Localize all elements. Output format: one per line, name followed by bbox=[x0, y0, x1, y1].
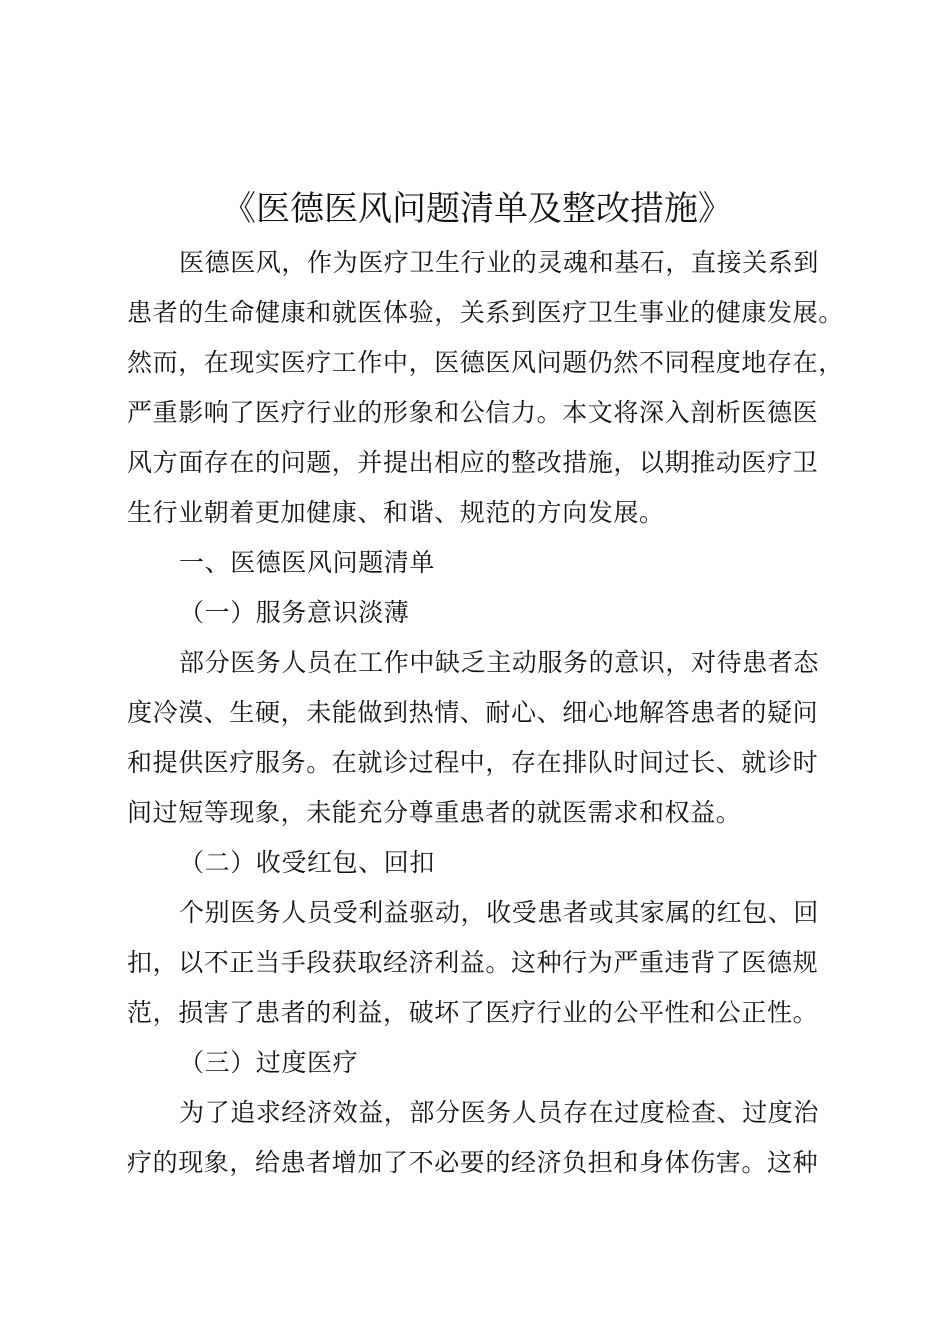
paragraph-line: 为了追求经济效益，部分医务人员存在过度检查、过度治 bbox=[179, 1098, 820, 1127]
paragraph-line: 风方面存在的问题，并提出相应的整改措施，以期推动医疗卫 bbox=[127, 448, 819, 477]
paragraph-line: 间过短等现象，未能充分尊重患者的就医需求和权益。 bbox=[127, 798, 742, 827]
paragraph-line: 患者的生命健康和就医体验，关系到医疗卫生事业的健康发展。 bbox=[127, 298, 844, 327]
paragraph-line: 严重影响了医疗行业的形象和公信力。本文将深入剖析医德医 bbox=[127, 398, 819, 427]
document-page bbox=[127, 180, 844, 1188]
paragraph-line: 疗的现象，给患者增加了不必要的经济负担和身体伤害。这种 bbox=[127, 1148, 819, 1177]
paragraph-line: 范，损害了患者的利益，破坏了医疗行业的公平性和公正性。 bbox=[127, 998, 819, 1027]
paragraph-line: 个别医务人员受利益驱动，收受患者或其家属的红包、回 bbox=[179, 898, 820, 927]
subsection-heading: （二）收受红包、回扣 bbox=[179, 848, 436, 877]
paragraph-line: 度冷漠、生硬，未能做到热情、耐心、细心地解答患者的疑问 bbox=[127, 698, 819, 727]
paragraph-line: 生行业朝着更加健康、和谐、规范的方向发展。 bbox=[127, 498, 665, 527]
subsection-heading: （一）服务意识淡薄 bbox=[179, 598, 410, 627]
paragraph-line: 医德医风，作为医疗卫生行业的灵魂和基石，直接关系到 bbox=[179, 248, 820, 277]
subsection-heading: （三）过度医疗 bbox=[179, 1048, 359, 1077]
section-heading: 一、医德医风问题清单 bbox=[179, 548, 436, 577]
document-title: 《医德医风问题清单及整改措施》 bbox=[222, 189, 732, 229]
paragraph-line: 和提供医疗服务。在就诊过程中，存在排队时间过长、就诊时 bbox=[127, 748, 819, 777]
paragraph-line: 然而，在现实医疗工作中，医德医风问题仍然不同程度地存在， bbox=[127, 348, 844, 377]
paragraph-line: 部分医务人员在工作中缺乏主动服务的意识，对待患者态 bbox=[179, 648, 820, 677]
paragraph-line: 扣，以不正当手段获取经济利益。这种行为严重违背了医德规 bbox=[127, 948, 819, 977]
